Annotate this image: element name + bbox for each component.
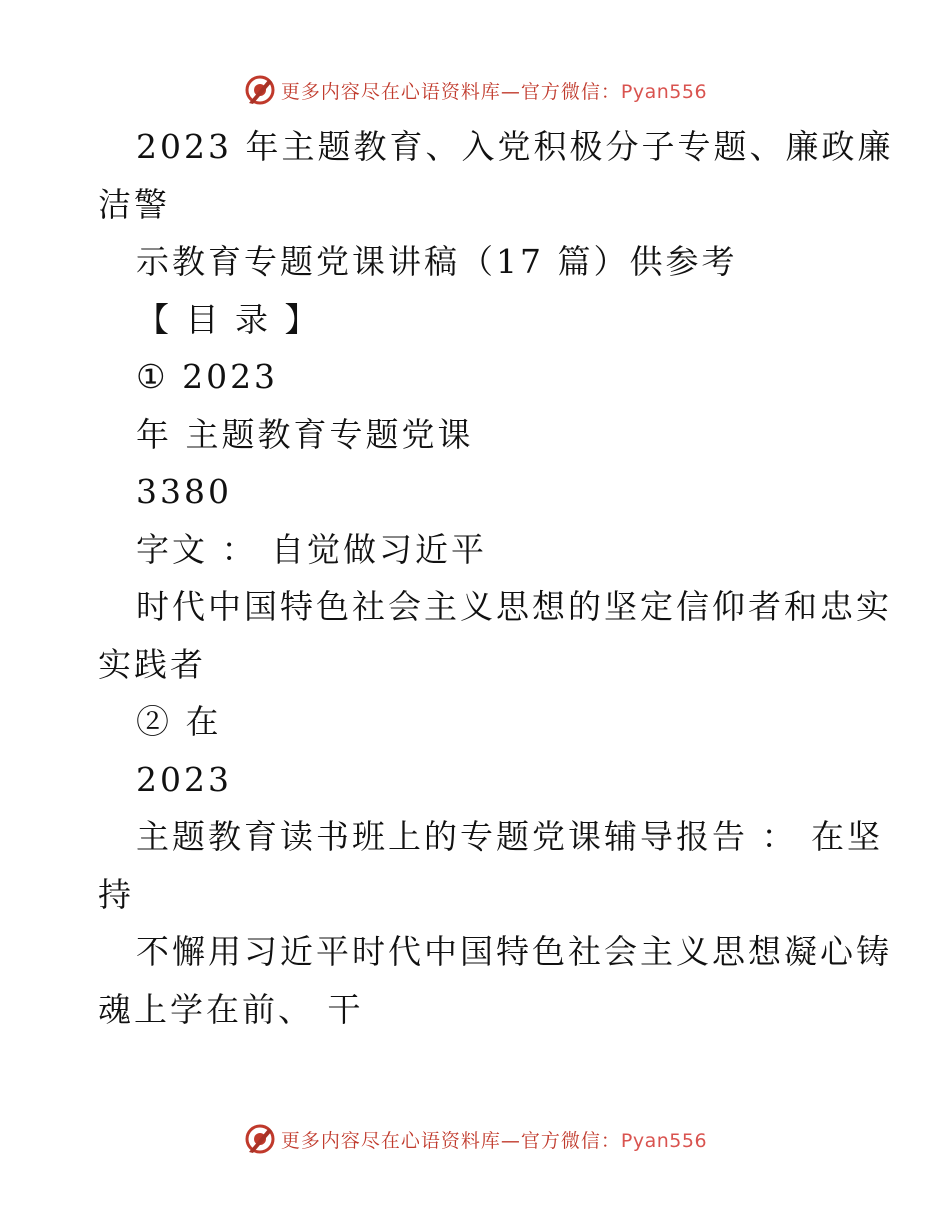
text-line: 实践者 (98, 644, 206, 684)
text-line: 2023 年主题教育、入党积极分子专题、廉政廉 (136, 127, 894, 166)
text-line: 洁警 (98, 184, 170, 224)
text-line: 示教育专题党课讲稿（17 篇）供参考 (136, 242, 738, 281)
text-line: 字文 ： 自觉做习近平 (136, 529, 487, 569)
text-line: 2023 (136, 759, 232, 799)
footer-watermark (0, 1119, 950, 1159)
toc-item-number: ② 在 (136, 702, 222, 741)
text-line: 魂上学在前、 干 (98, 989, 364, 1029)
watermark-text: 更多内容尽在心语资料库—官方微信：Pyan556 (280, 1129, 708, 1152)
text-line: 3380 (136, 472, 232, 511)
quill-seal-logo-icon (243, 73, 277, 107)
text-line: 持 (98, 874, 134, 914)
watermark-text: 更多内容尽在心语资料库—官方微信：Pyan556 (280, 80, 708, 103)
text-line: 主题教育读书班上的专题党课辅导报告 ： 在坚 (136, 817, 883, 856)
quill-seal-logo-icon (243, 1122, 277, 1156)
text-line: 不懈用习近平时代中国特色社会主义思想凝心铸 (136, 932, 892, 971)
toc-item-number: ① 2023 (136, 357, 279, 396)
header-watermark (0, 70, 950, 110)
text-line: 年 主题教育专题党课 (136, 414, 474, 454)
toc-heading: 【 目 录 】 (136, 299, 321, 339)
document-body (98, 118, 894, 1038)
text-line: 时代中国特色社会主义思想的坚定信仰者和忠实 (136, 587, 892, 626)
